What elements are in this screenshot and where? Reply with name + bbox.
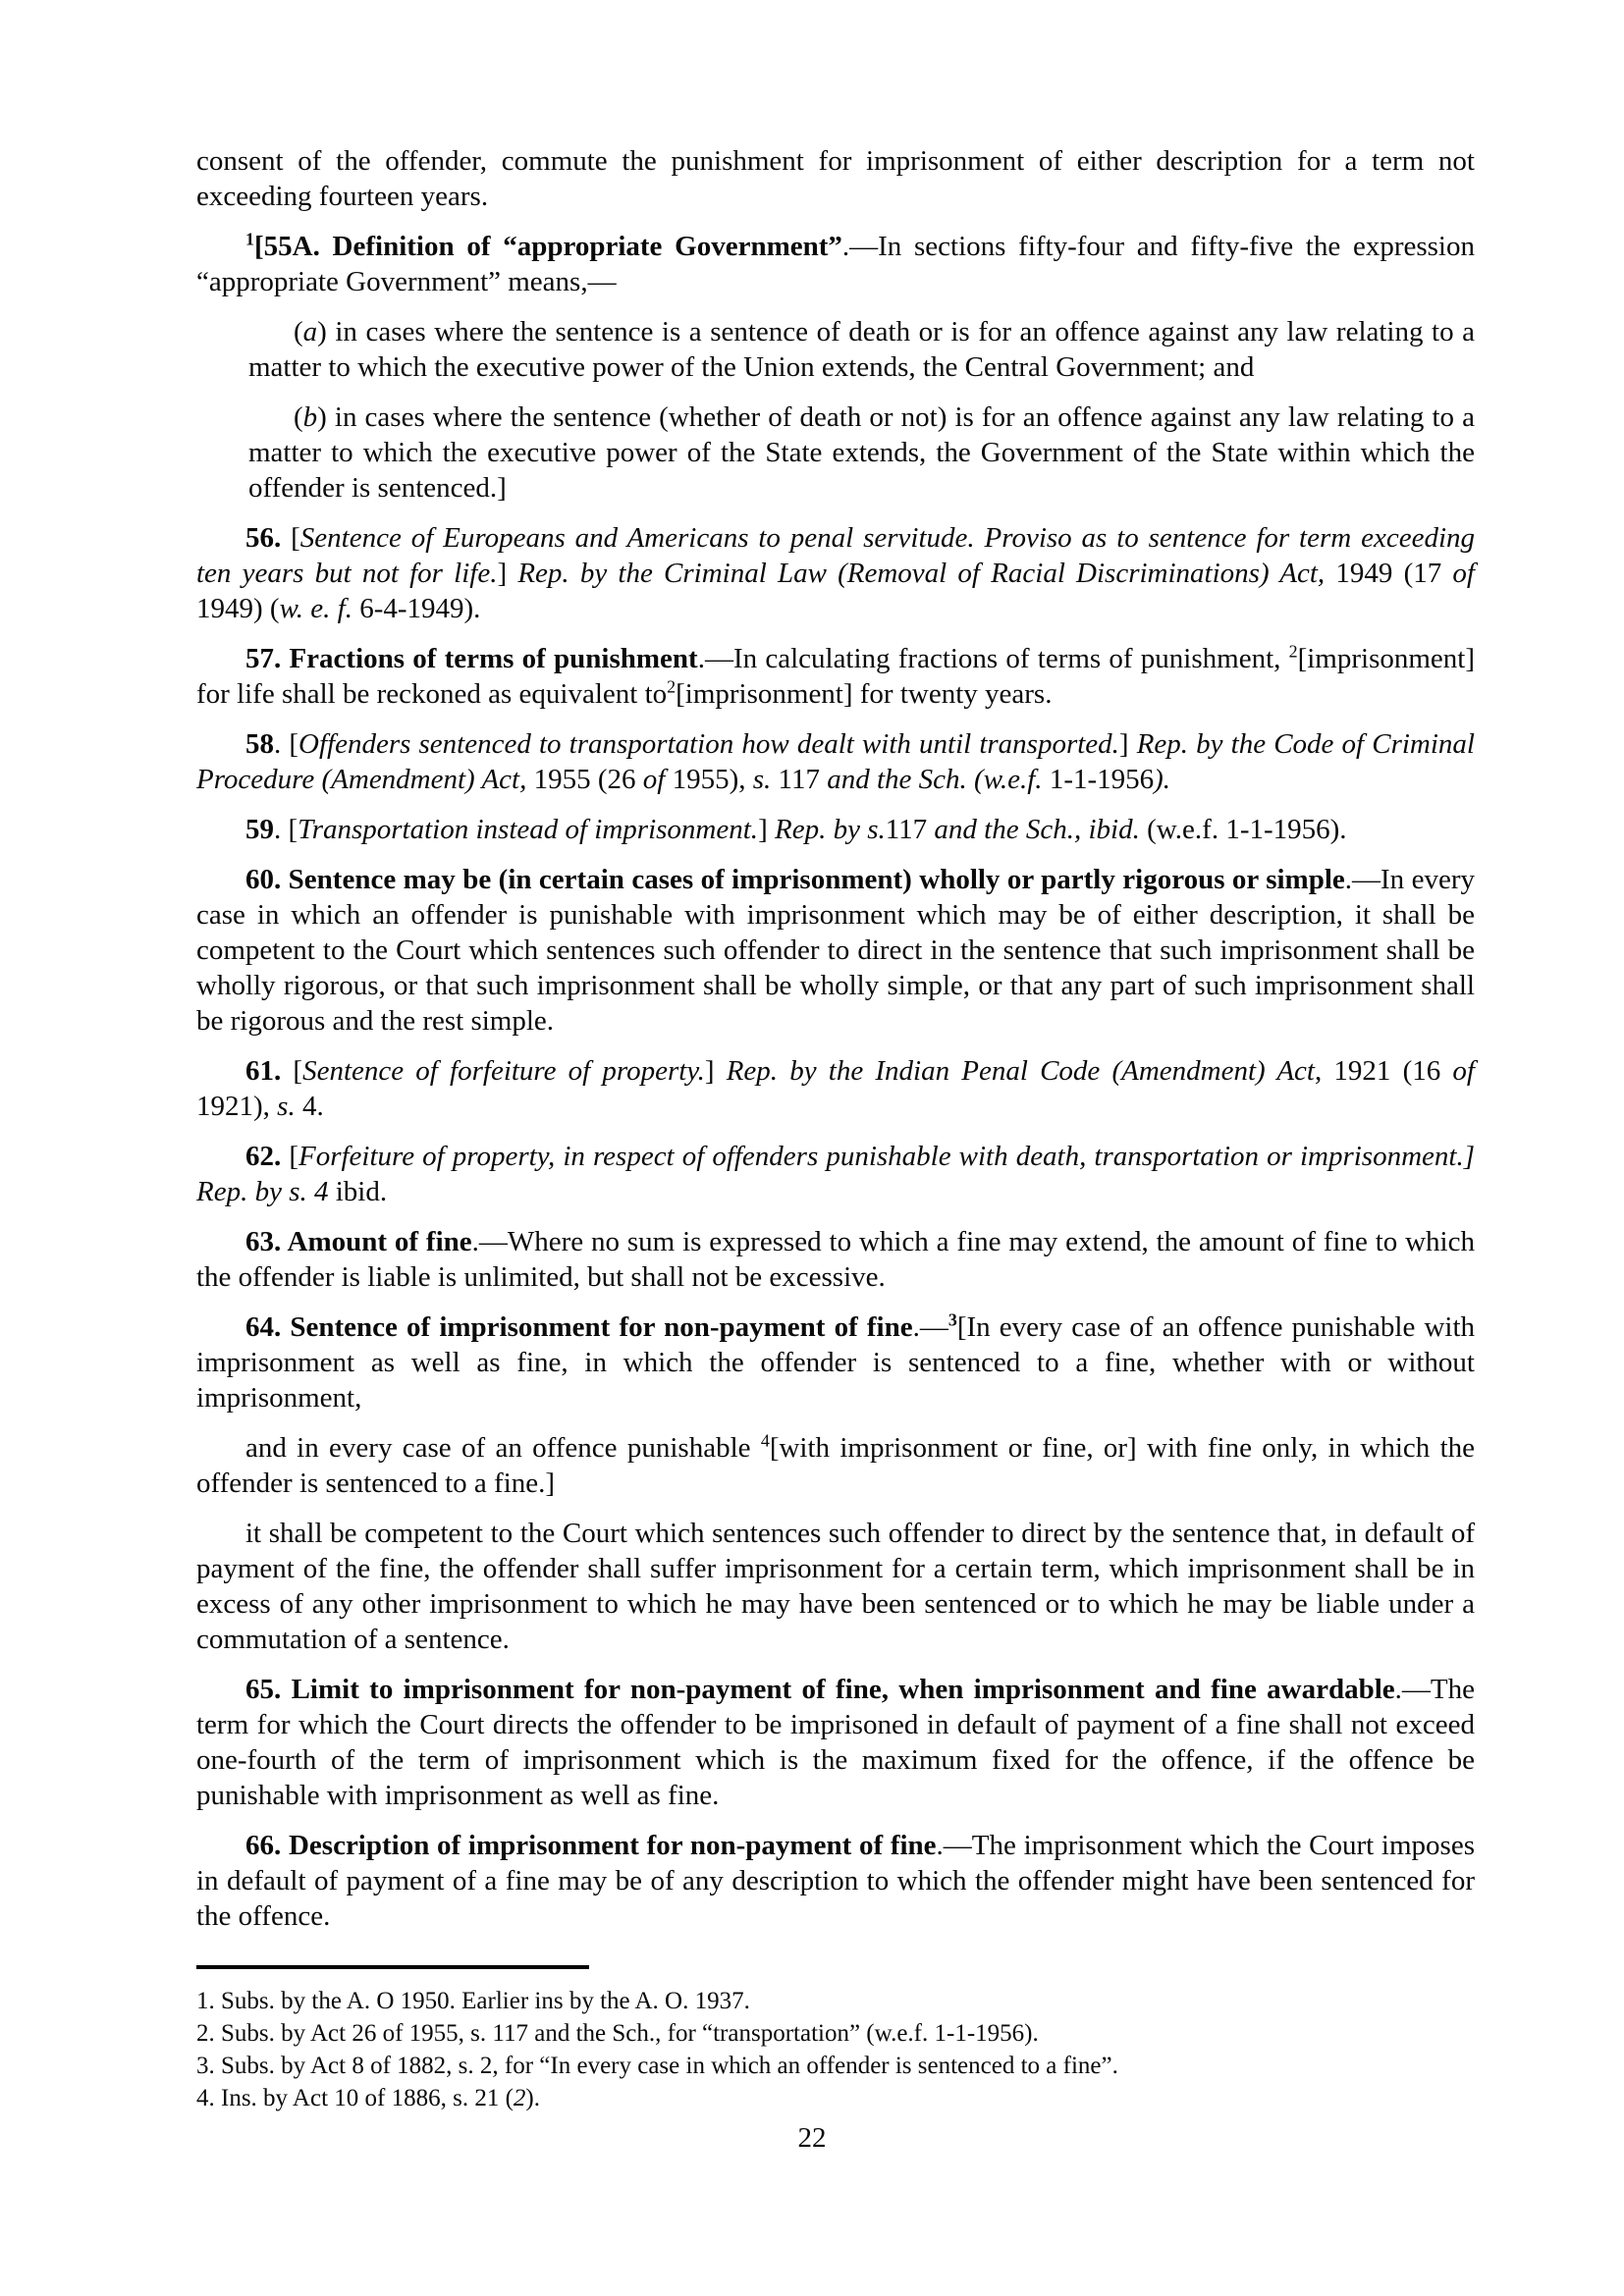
text-run: it shall be competent to the Court which sentences such offender to direct by the sentence that, in default of payment of the fine, the offender shall suffer imprisonment for a certain term, which imprisonment shall be in excess of any other imprisonment to which he may have been sentenced or to which he may be liable under a commutation of a sentence.: [196, 1518, 1475, 1655]
text-run: 57. Fractions of terms of punishment: [245, 643, 698, 674]
text-run: Rep. by s.: [774, 814, 886, 845]
text-run: 59: [245, 814, 274, 845]
text-run: 2. Subs. by Act 26 of 1955, s. 117 and the Sch., for “transportation” (w.e.f. 1-1-1956).: [196, 2020, 1039, 2047]
text-run: 60. Sentence may be (in certain cases of imprisonment) wholly or partly rigorous or simple: [245, 864, 1345, 895]
paragraph-continuation-s54: [196, 143, 1475, 214]
text-run: 65. Limit to imprisonment for non-payment of fine, when imprisonment and fine awardable: [245, 1674, 1395, 1705]
text-run: 64. Sentence of imprisonment for non-payment of fine: [245, 1311, 913, 1343]
text-run: of: [1452, 558, 1475, 589]
text-run: w. e. f.: [279, 593, 352, 624]
paragraph-section-55A: [196, 229, 1475, 299]
text-run: 1-1-1956: [1042, 764, 1155, 795]
text-run: 58: [245, 728, 274, 760]
paragraph-section-64: [196, 1309, 1475, 1415]
text-run: 61.: [245, 1055, 282, 1087]
paragraph-section-63: [196, 1224, 1475, 1295]
text-run: ]: [1118, 728, 1137, 760]
footnote-3: [196, 2050, 1475, 2082]
text-run: [55A. Definition of “appropriate Government”: [253, 231, 842, 262]
text-run: 66. Description of imprisonment for non-payment of fine: [245, 1830, 937, 1861]
text-run: Sentence of Europeans and Americans to penal servitude. Proviso as to sentence for term exceeding ten years but not for life.: [196, 522, 1475, 589]
page-number: 22: [797, 2122, 827, 2154]
text-run: .—: [912, 1311, 948, 1343]
text-run: consent of the offender, commute the punishment for imprisonment of either description for a term not exceeding fourteen years.: [196, 145, 1475, 212]
text-run: .—In sections fifty-four and fifty-five the expression “appropriate Government” means,—: [196, 231, 1475, 297]
footnote-marker: 2: [667, 676, 677, 697]
text-run: (w.e.f. 1-1-1956).: [1139, 814, 1347, 845]
paragraph-section-64-cont-2: [196, 1516, 1475, 1657]
text-run: Sentence of forfeiture of property.: [302, 1055, 705, 1087]
text-run: s.: [752, 764, 772, 795]
text-run: [: [281, 1141, 298, 1172]
text-run: ]: [497, 558, 518, 589]
paragraph-section-60: [196, 862, 1475, 1039]
text-run: [imprisonment] for twenty years.: [676, 678, 1053, 710]
text-run: b: [302, 401, 318, 433]
footnote-marker: 3: [947, 1309, 957, 1330]
text-run: and the Sch., ibid.: [934, 814, 1140, 845]
text-run: . [: [274, 728, 299, 760]
text-run: Rep. by the Code of Criminal Procedure (Amendment) Act,: [196, 728, 1475, 795]
footnote-1: [196, 1985, 1475, 2017]
text-run: 117: [771, 764, 828, 795]
text-run: 2: [513, 2085, 526, 2111]
paragraph-section-61: [196, 1053, 1475, 1124]
text-run: [with imprisonment or fine, or] with fine only, in which the offender is sentenced to a fine.]: [196, 1432, 1476, 1499]
paragraph-section-65: [196, 1672, 1475, 1813]
text-run: ibid.: [328, 1176, 388, 1207]
text-run: 62.: [245, 1141, 282, 1172]
paragraph-section-62: [196, 1139, 1475, 1209]
text-run: .—In calculating fractions of terms of punishment,: [697, 643, 1289, 674]
text-run: Rep. by the Criminal Law (Removal of Racial Discriminations) Act,: [517, 558, 1326, 589]
text-run: Rep. by the Indian Penal Code (Amendment) Act: [726, 1055, 1315, 1087]
text-run: 4.: [295, 1091, 324, 1122]
text-run: ]: [704, 1055, 727, 1087]
text-run: ]: [758, 814, 775, 845]
document-body: [196, 143, 1475, 1949]
footnote-marker: 4: [760, 1430, 770, 1451]
paragraph-section-56: [196, 520, 1475, 626]
footnote-marker: 2: [1288, 641, 1298, 662]
footnote-4: [196, 2082, 1475, 2114]
footnotes: [196, 1985, 1475, 2114]
text-run: Offenders sentenced to transportation how dealt with until transported.: [298, 728, 1119, 760]
footnote-2: [196, 2017, 1475, 2050]
text-run: of: [1452, 1055, 1475, 1087]
text-run: .—In every case in which an offender is punishable with imprisonment which may be of either description, it shall be competent to the Court which sentences such offender to direct in the sentence that such imprisonment shall be wholly rigorous, or that such imprisonment shall be wholly simple, or that any part of such imprisonment shall be rigorous and the rest simple.: [196, 864, 1475, 1037]
text-run: (: [294, 316, 303, 347]
text-run: 1921),: [196, 1091, 278, 1122]
text-run: and the Sch. (w.e.f.: [827, 764, 1043, 795]
text-run: ) in cases where the sentence (whether of death or not) is for an offence against any law relating to a matter to which the executive power of the State extends, the Government of the State within which the offender is sentenced.]: [248, 401, 1475, 504]
text-run: of: [642, 764, 666, 795]
paragraph-clause-b: [248, 400, 1475, 506]
text-run: ).: [525, 2085, 540, 2111]
text-run: (: [294, 401, 303, 433]
text-run: .—Where no sum is expressed to which a fine may extend, the amount of fine to which the offender is liable is unlimited, but shall not be excessive.: [196, 1226, 1475, 1293]
text-run: [imprisonment] for life shall be reckoned as equivalent to: [196, 643, 1475, 710]
text-run: 6-4-1949).: [352, 593, 481, 624]
text-run: 1949) (: [196, 593, 280, 624]
text-run: [: [281, 1055, 303, 1087]
footnote-area: [196, 1965, 1475, 2114]
text-run: 1949 (17: [1325, 558, 1453, 589]
text-run: s.: [277, 1091, 296, 1122]
text-run: . [: [274, 814, 298, 845]
text-run: 4. Ins. by Act 10 of 1886, s. 21 (: [196, 2085, 514, 2111]
text-run: Transportation instead of imprisonment.: [298, 814, 759, 845]
paragraph-section-58: [196, 726, 1475, 797]
text-run: 1955),: [665, 764, 753, 795]
text-run: [: [281, 522, 300, 554]
text-run: 3. Subs. by Act 8 of 1882, s. 2, for “In every case in which an offender is sentenced to a fine”.: [196, 2053, 1118, 2079]
text-run: ).: [1154, 764, 1171, 795]
text-run: ) in cases where the sentence is a sentence of death or is for an offence against any law relating to a matter to which the executive power of the Union extends, the Central Government; and: [248, 316, 1475, 383]
text-run: 117: [885, 814, 935, 845]
text-run: .—The imprisonment which the Court imposes in default of payment of a fine may be of any description to which the offender might have been sentenced for the offence.: [196, 1830, 1475, 1932]
paragraph-section-66: [196, 1828, 1475, 1934]
paragraph-clause-a: [248, 314, 1475, 385]
text-run: a: [302, 316, 318, 347]
paragraph-section-64-cont-1: [196, 1430, 1475, 1501]
paragraph-section-59: [196, 812, 1475, 847]
text-run: Forfeiture of property, in respect of offenders punishable with death, transportation or imprisonment.] Rep. by s. 4: [196, 1141, 1475, 1207]
text-run: 56.: [245, 522, 282, 554]
text-run: , 1921 (16: [1314, 1055, 1453, 1087]
paragraph-section-57: [196, 641, 1475, 712]
text-run: .—The term for which the Court directs the offender to be imprisoned in default of payment of a fine shall not exceed one-fourth of the term of imprisonment which is the maximum fixed for the offence, if the offence be punishable with imprisonment as well as fine.: [196, 1674, 1475, 1811]
text-run: [In every case of an offence punishable with imprisonment as well as fine, in which the offender is sentenced to a fine, whether with or without imprisonment,: [196, 1311, 1475, 1414]
footnote-separator: [196, 1965, 589, 1969]
text-run: 63. Amount of fine: [245, 1226, 472, 1257]
text-run: and in every case of an offence punishable: [245, 1432, 761, 1464]
text-run: 1. Subs. by the A. O 1950. Earlier ins by the A. O. 1937.: [196, 1988, 750, 2014]
text-run: 1955 (26: [526, 764, 643, 795]
footnote-marker: 1: [245, 229, 254, 249]
